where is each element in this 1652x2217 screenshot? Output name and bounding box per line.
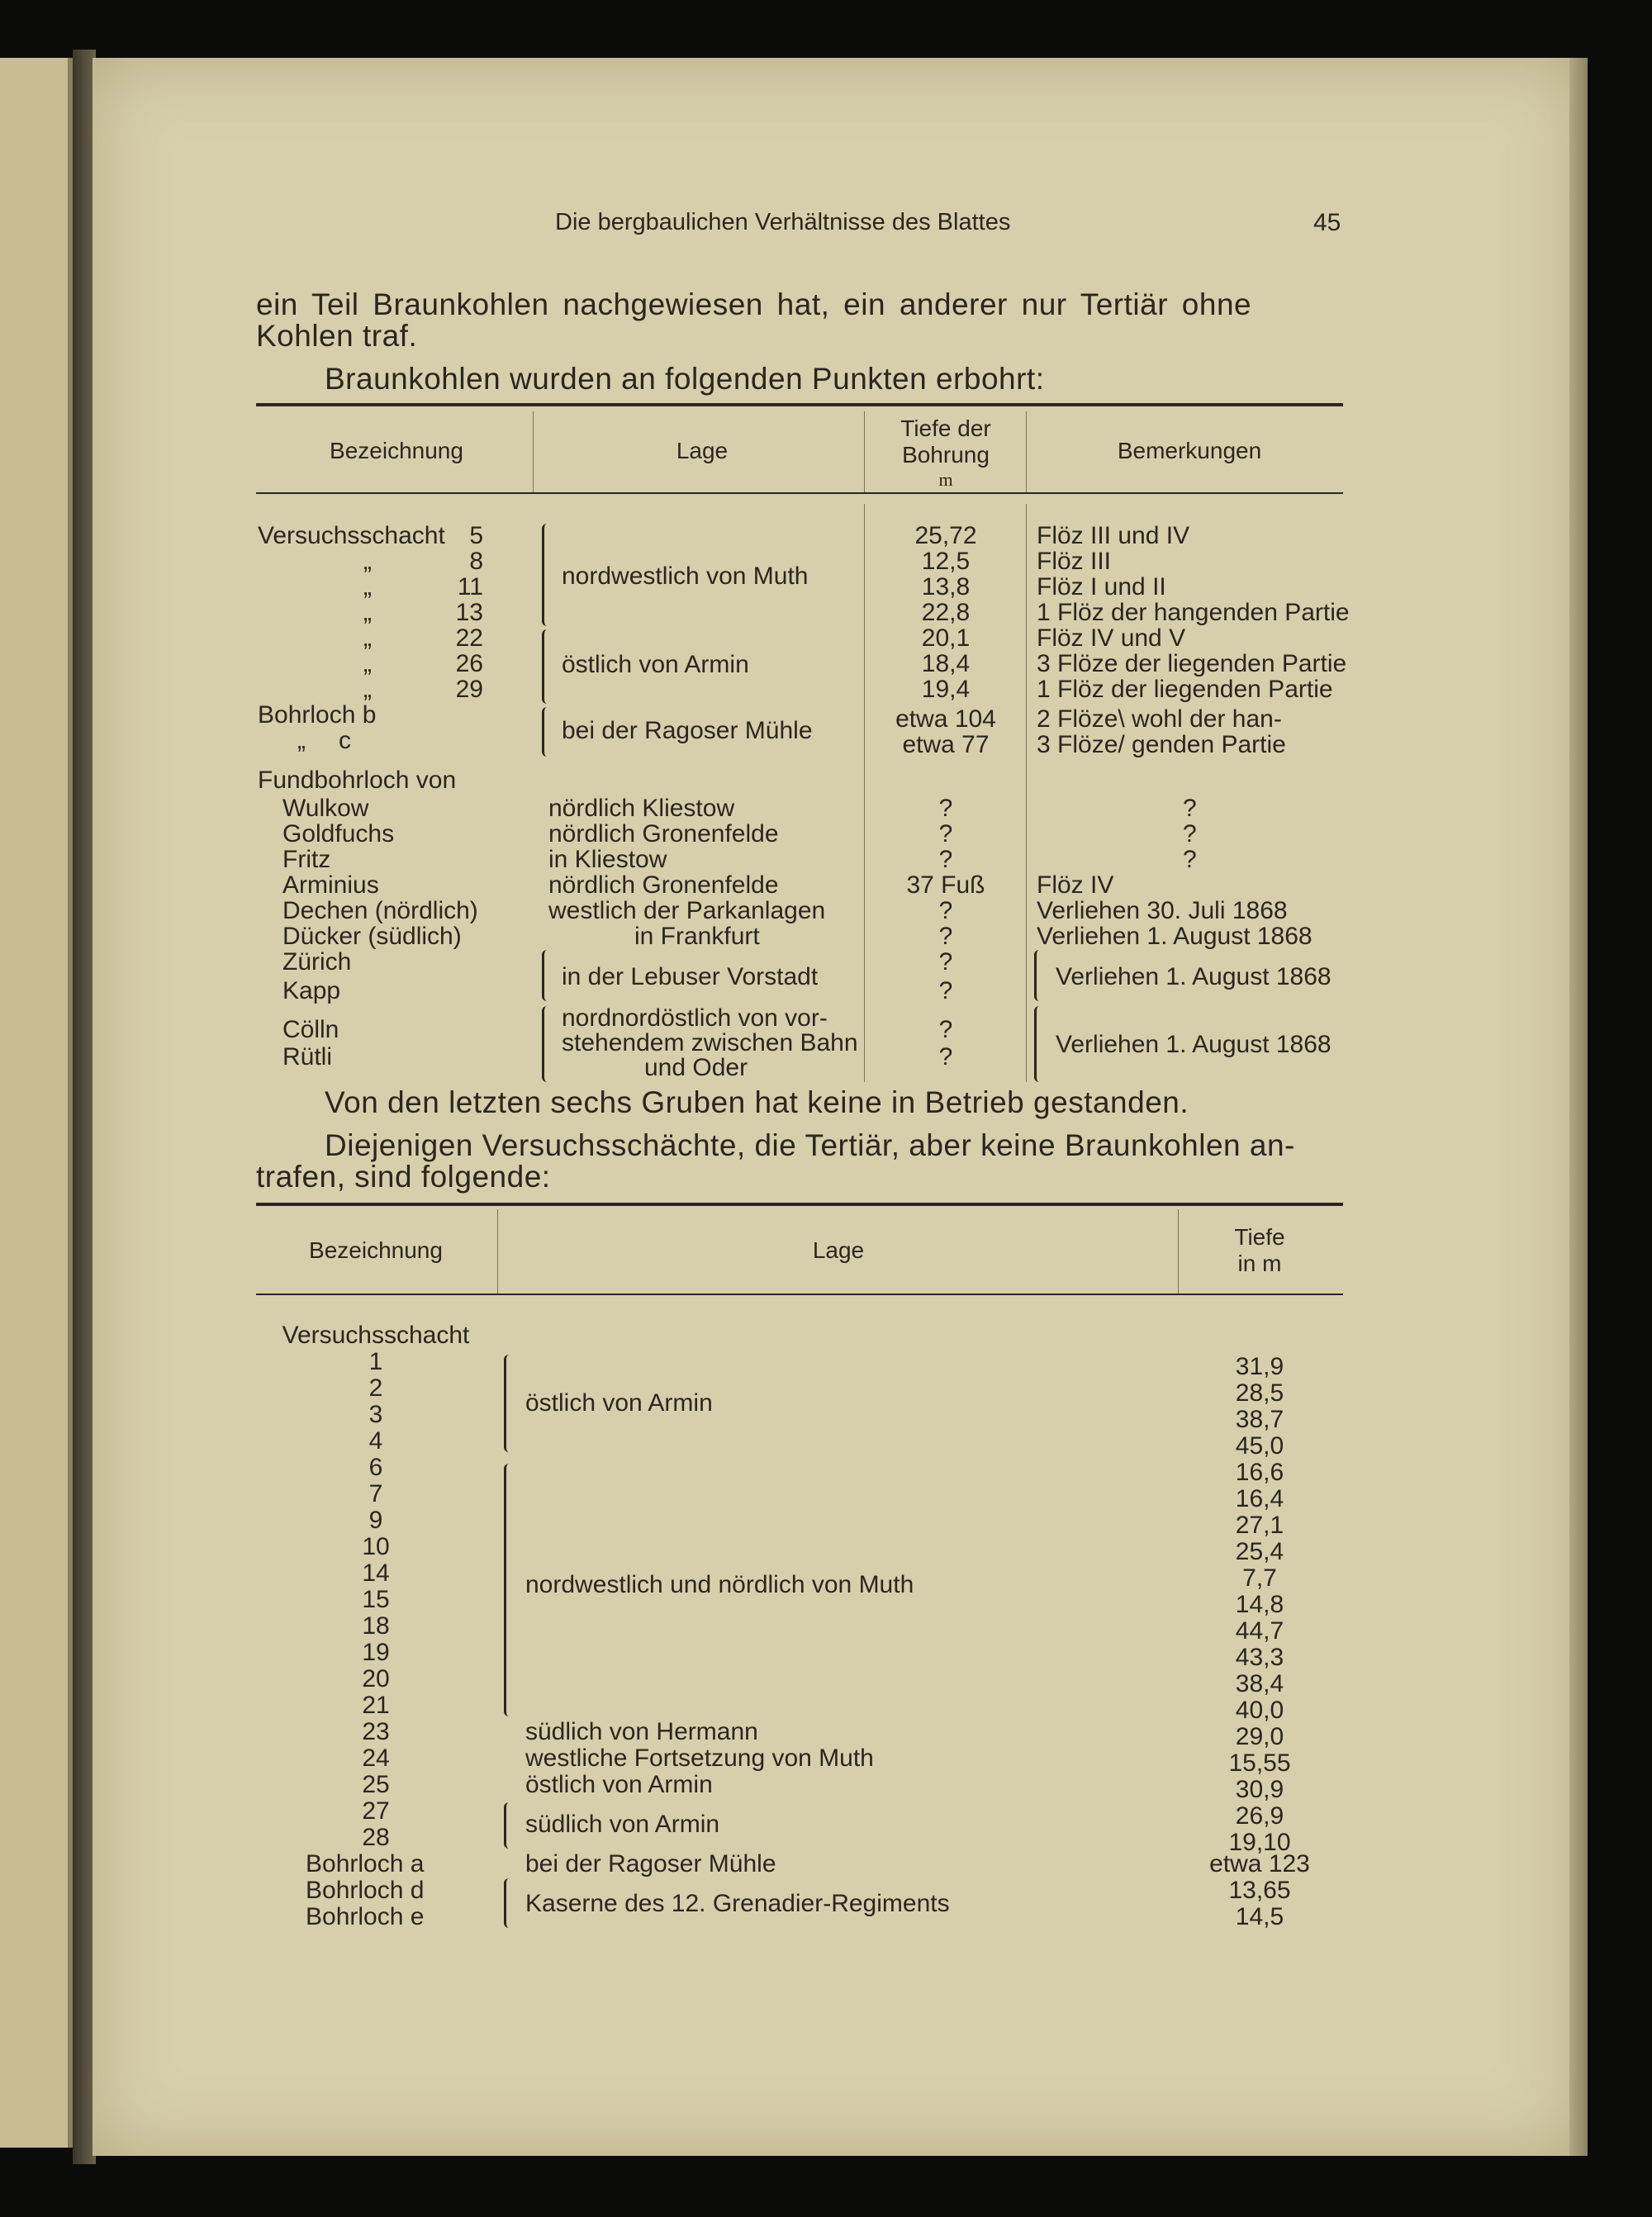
- table1-header-bohrung: Bohrung: [902, 442, 990, 468]
- table-cell-name: 19: [362, 1639, 390, 1666]
- table1-col-divider: [1026, 504, 1027, 1082]
- table-cell-depth: 38,4: [1235, 1670, 1284, 1697]
- table-cell-depth: 40,0: [1235, 1697, 1284, 1724]
- table-cell-depth: 19,4: [921, 676, 971, 703]
- table-cell-name: 2: [368, 1374, 383, 1402]
- table-cell-depth: 20,1: [921, 624, 971, 652]
- brace: [504, 1355, 511, 1452]
- table-cell-depth: 38,7: [1235, 1406, 1284, 1433]
- table-cell-note: 1 Flöz der hangenden Partie: [1037, 599, 1350, 626]
- table-cell-lage: westlich der Parkanlagen: [548, 897, 826, 924]
- brace: [542, 524, 549, 626]
- table-cell-note: Flöz IV: [1037, 871, 1114, 899]
- table-cell-lage: nordnordöstlich von vor-: [562, 1004, 828, 1032]
- table-cell-name: 9: [368, 1507, 383, 1534]
- table-cell-depth: 25,4: [1235, 1538, 1284, 1565]
- table1-header-tiefe: Tiefe der: [900, 415, 991, 441]
- table-cell-depth: 18,4: [921, 650, 971, 677]
- table-cell-number: 11: [457, 573, 483, 601]
- table-cell-number: 5: [469, 522, 483, 549]
- table-cell-depth: 7,7: [1242, 1564, 1277, 1592]
- table-cell-note: Flöz III und IV: [1037, 522, 1190, 549]
- table-cell-note: Verliehen 1. August 1868: [1056, 963, 1332, 990]
- table-cell-name: Cölln: [282, 1016, 339, 1043]
- table-cell-name: 28: [362, 1824, 390, 1851]
- table-cell-note: Verliehen 1. August 1868: [1037, 923, 1313, 950]
- table-cell-name: 7: [368, 1480, 383, 1507]
- middle-line-3: trafen, sind folgende:: [256, 1160, 551, 1194]
- table-cell-depth: 14,8: [1235, 1591, 1284, 1618]
- table-cell-note: Flöz IV und V: [1037, 624, 1186, 652]
- table-cell-note: ?: [1183, 795, 1197, 822]
- table1-col-divider: [1026, 411, 1027, 492]
- table2-col-divider: [497, 1209, 498, 1294]
- table-cell-name: Bohrloch d: [306, 1877, 425, 1904]
- table-cell-name: Bohrloch e: [306, 1903, 425, 1930]
- table-cell-note: 1 Flöz der liegenden Partie: [1037, 676, 1333, 703]
- table-cell-depth: etwa 104: [895, 705, 996, 733]
- table-cell-depth: 16,4: [1235, 1485, 1284, 1512]
- table-cell-name: „: [363, 548, 372, 575]
- table2-header-rule: [256, 1294, 1343, 1295]
- table-cell-name: Wulkow: [282, 795, 369, 822]
- brace: [542, 1006, 549, 1082]
- table1-header-bemerkungen: Bemerkungen: [1117, 438, 1262, 463]
- table-cell-depth: 15,55: [1228, 1749, 1291, 1777]
- table-cell-name: Zürich: [282, 948, 352, 976]
- table-cell-depth: 22,8: [921, 599, 971, 626]
- intro-line-2: Kohlen traf.: [256, 319, 418, 353]
- table-cell-name: Fritz: [282, 846, 331, 873]
- table-cell-number: 22: [455, 624, 483, 652]
- table-cell-name: Dücker (südlich): [282, 923, 462, 950]
- brace: [504, 1878, 511, 1928]
- table-cell-depth: ?: [938, 1016, 953, 1043]
- table-cell-name: 20: [362, 1665, 390, 1692]
- table-cell-lage: nordwestlich und nördlich von Muth: [525, 1571, 914, 1598]
- table-cell-depth: 13,8: [921, 573, 971, 601]
- table-cell-depth: 26,9: [1235, 1802, 1284, 1830]
- table-cell-depth: ?: [938, 923, 953, 950]
- table-cell-name: 23: [362, 1718, 390, 1745]
- table-cell-name: Arminius: [282, 871, 379, 899]
- table-cell-name: Kapp: [282, 977, 341, 1004]
- table-cell-lage: nördlich Kliestow: [548, 795, 735, 822]
- table-cell-depth: 16,6: [1235, 1459, 1284, 1486]
- table-cell-number: 13: [455, 599, 483, 626]
- intro-line-3: Braunkohlen wurden an folgenden Punkten erbohrt:: [325, 362, 1045, 396]
- table-cell-lage: Kaserne des 12. Grenadier-Regiments: [525, 1890, 950, 1917]
- table-cell-depth: 44,7: [1235, 1617, 1284, 1645]
- table-cell-lage: östlich von Armin: [525, 1389, 713, 1417]
- table-cell-lage: und Oder: [644, 1054, 748, 1081]
- page-number: 45: [1313, 209, 1341, 236]
- table-cell-name: 4: [368, 1427, 383, 1455]
- table-cell-depth: 14,5: [1235, 1903, 1284, 1930]
- table-cell-lage: in Frankfurt: [634, 923, 760, 950]
- table-cell-name: Goldfuchs: [282, 820, 395, 847]
- table-cell-depth: etwa 77: [902, 731, 990, 758]
- table-cell-name: Rütli: [282, 1043, 333, 1071]
- table1-header-lage: Lage: [676, 438, 729, 463]
- table1-top-rule: [256, 403, 1343, 406]
- table-cell-note: Verliehen 1. August 1868: [1056, 1031, 1332, 1058]
- table-cell-depth: ?: [938, 897, 953, 924]
- table-cell-depth: 45,0: [1235, 1432, 1284, 1460]
- table-cell-depth: 37 Fuß: [906, 871, 985, 899]
- left-page-edge: [0, 58, 73, 2148]
- table-cell-note: 2 Flöze\ wohl der han-: [1037, 705, 1282, 733]
- table-cell-name: „: [363, 676, 372, 703]
- table-cell-name: 21: [362, 1692, 390, 1719]
- running-header: Die bergbaulichen Verhältnisse des Blattes: [555, 209, 1011, 235]
- table-cell-name: 25: [362, 1771, 390, 1798]
- table-cell-number: 26: [455, 650, 483, 677]
- table1-col-divider: [864, 504, 865, 1082]
- fund-heading: Fundbohrloch von: [258, 767, 457, 794]
- brace: [1034, 1006, 1042, 1082]
- table-cell-name: Bohrloch a: [306, 1850, 425, 1878]
- table-cell-name: 15: [362, 1586, 390, 1613]
- table-cell-depth: 28,5: [1235, 1379, 1284, 1407]
- table-cell-lage: in Kliestow: [548, 846, 667, 873]
- table-cell-name: 24: [362, 1745, 390, 1772]
- table-cell-name: Versuchsschacht: [258, 522, 445, 549]
- table-cell-number: 29: [455, 676, 483, 703]
- table-cell-depth: etwa 123: [1209, 1850, 1310, 1878]
- table-cell-note: 3 Flöze der liegenden Partie: [1037, 650, 1347, 677]
- table-cell-note: ?: [1183, 846, 1197, 873]
- table-cell-lage: stehendem zwischen Bahn: [562, 1029, 858, 1056]
- table-cell-lage: bei der Ragoser Mühle: [525, 1850, 776, 1878]
- table-cell-note: Verliehen 30. Juli 1868: [1037, 897, 1288, 924]
- brace: [542, 707, 549, 757]
- table-cell-name: 10: [362, 1533, 390, 1560]
- table-cell-depth: ?: [938, 977, 953, 1004]
- table-cell-lage: nordwestlich von Muth: [562, 563, 809, 590]
- table-cell-depth: ?: [938, 948, 953, 976]
- table-cell-depth: ?: [938, 820, 953, 847]
- table-cell-depth: 12,5: [921, 548, 971, 575]
- table-cell-note: ?: [1183, 820, 1197, 847]
- middle-line-1: Von den letzten sechs Gruben hat keine in Betrieb gestanden.: [325, 1085, 1189, 1119]
- table1-header-unit: m: [938, 469, 953, 490]
- table-cell-name: 27: [362, 1797, 390, 1825]
- brace: [504, 1802, 511, 1849]
- table2-header-bezeichnung: Bezeichnung: [309, 1237, 443, 1263]
- brace: [542, 950, 549, 1001]
- brace: [1034, 950, 1042, 1001]
- table2-header-tiefe: Tiefe: [1234, 1224, 1285, 1250]
- table-cell-note: Flöz III: [1037, 548, 1112, 575]
- table-cell-name: „: [297, 727, 306, 754]
- table2-header-unit: in m: [1237, 1251, 1282, 1276]
- table-cell-depth: 30,9: [1235, 1776, 1284, 1803]
- table-cell-lage: bei der Ragoser Mühle: [562, 717, 813, 744]
- page-edge: [1569, 58, 1588, 2156]
- table-cell-lage: nördlich Gronenfelde: [548, 871, 779, 899]
- table-cell-depth: ?: [938, 795, 953, 822]
- table-cell-lage: in der Lebuser Vorstadt: [562, 963, 819, 990]
- table-cell-depth: 25,72: [914, 522, 977, 549]
- table-cell-lage: westliche Fortsetzung von Muth: [525, 1745, 874, 1772]
- table-cell-name: „: [363, 650, 372, 677]
- table-cell-lage: östlich von Armin: [525, 1771, 713, 1798]
- table2-top-rule: [256, 1203, 1343, 1206]
- table-cell-name: 18: [362, 1612, 390, 1640]
- table1-header-rule: [256, 492, 1343, 494]
- table1-col-divider: [864, 411, 865, 492]
- table2-heading: Versuchsschacht: [282, 1322, 470, 1349]
- table-cell-number: 8: [469, 548, 483, 575]
- table-cell-depth: 29,0: [1235, 1723, 1284, 1750]
- brace: [542, 629, 549, 704]
- table-cell-depth: 43,3: [1235, 1644, 1284, 1671]
- table-cell-name: „: [363, 624, 372, 652]
- table-cell-note: Flöz I und II: [1037, 573, 1166, 601]
- table-cell-depth: 27,1: [1235, 1512, 1284, 1539]
- table-cell-lage: südlich von Armin: [525, 1811, 720, 1838]
- middle-line-2: Diejenigen Versuchsschächte, die Tertiär, aber keine Braunkohlen an-: [325, 1128, 1295, 1162]
- table-cell-note: 3 Flöze/ genden Partie: [1037, 731, 1286, 758]
- table-cell-lage: östlich von Armin: [562, 651, 749, 678]
- table-cell-name: 6: [368, 1454, 383, 1481]
- table-cell-name: 1: [368, 1348, 383, 1375]
- table-cell-depth: 31,9: [1235, 1353, 1284, 1380]
- table-cell-name: 3: [368, 1401, 383, 1428]
- table-cell-name: Bohrloch b: [258, 701, 377, 729]
- table-cell-name: „: [363, 573, 372, 601]
- table-cell-depth: 19,10: [1228, 1829, 1291, 1856]
- table-cell-name: 14: [362, 1559, 390, 1587]
- table-cell-name: Dechen (nördlich): [282, 897, 478, 924]
- table-cell-lage: südlich von Hermann: [525, 1718, 758, 1745]
- table-cell-depth: ?: [938, 846, 953, 873]
- table-cell-name: „: [363, 599, 372, 626]
- table1-col-divider: [533, 411, 534, 492]
- table-cell-number: c: [339, 727, 351, 754]
- table-cell-lage: nördlich Gronenfelde: [548, 820, 779, 847]
- brace: [504, 1464, 511, 1716]
- table2-col-divider: [1178, 1209, 1179, 1294]
- table2-header-lage: Lage: [812, 1237, 865, 1263]
- table-cell-depth: 13,65: [1228, 1877, 1291, 1904]
- table-cell-depth: ?: [938, 1043, 953, 1071]
- table1-header-bezeichnung: Bezeichnung: [330, 438, 463, 463]
- intro-line-1: ein Teil Braunkohlen nachgewiesen hat, ein anderer nur Tertiär ohne: [256, 287, 1252, 321]
